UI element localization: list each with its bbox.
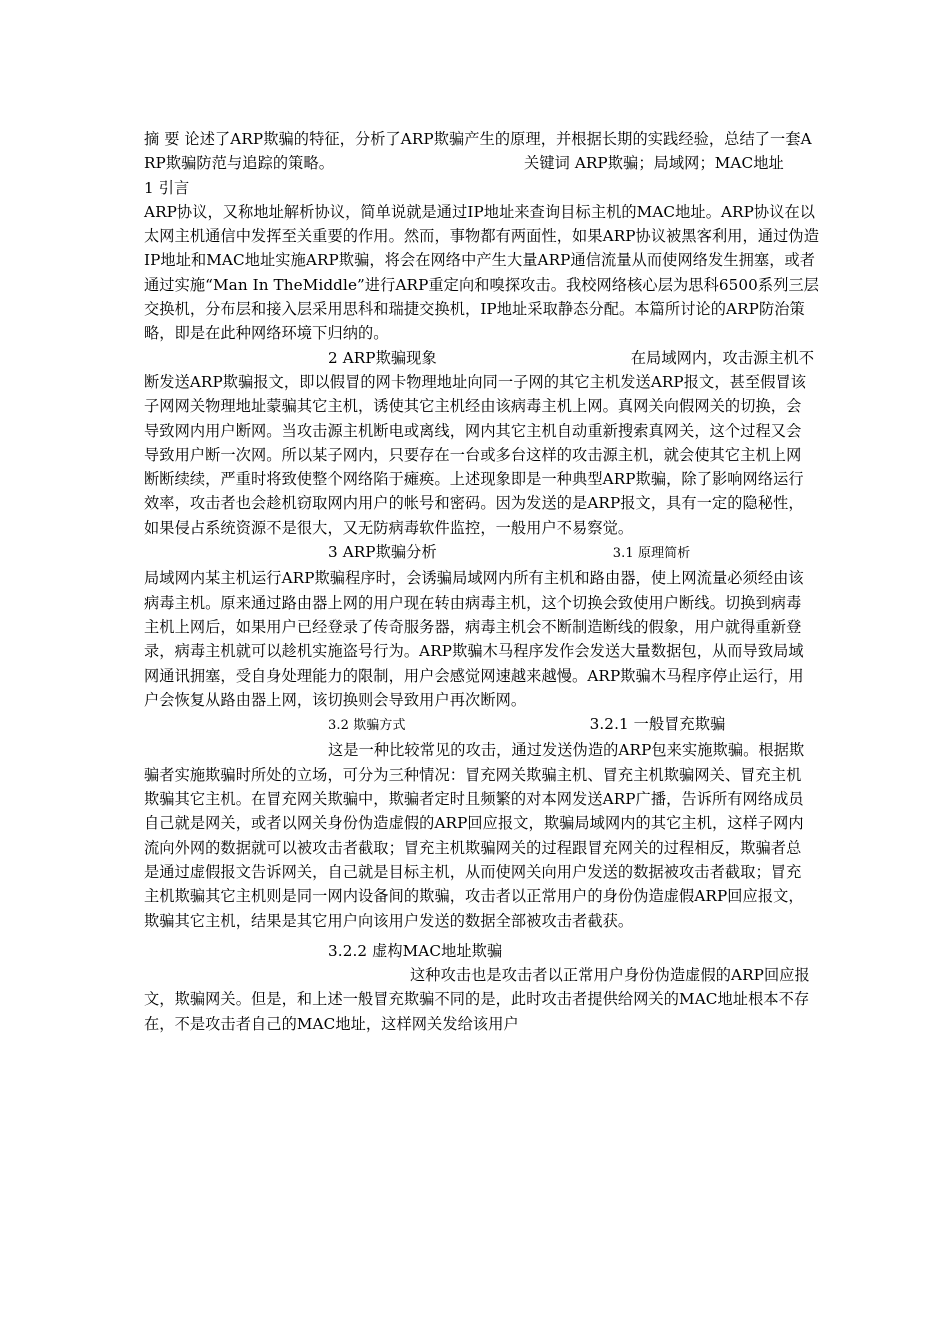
- section-body: [144, 738, 816, 932]
- section-heading-inline: [144, 346, 816, 540]
- subsection-heading-inline: [144, 712, 816, 738]
- subsection-heading-line: [144, 939, 816, 963]
- keywords-text: 关键词 ARP欺骗；局域网；MAC地址: [524, 154, 784, 173]
- section-body: [144, 963, 816, 1036]
- abstract-paragraph: [144, 127, 816, 176]
- section-body-text: 这种攻击也是攻击者以正常用户身份伪造虚假的ARP回应报文，欺骗网关。但是，和上述一般冒充欺骗不同的是，此时攻击者提供给网关的MAC地址根本不存在，不是攻击者自己的MAC地址，这样网关发给该用户: [144, 966, 810, 1033]
- section-body-text: 这是一种比较常见的攻击，通过发送伪造的ARP包来实施欺骗。根据欺骗者实施欺骗时所处的立场，可分为三种情况：冒充网关欺骗主机、冒充主机欺骗网关、冒充主机欺骗其它主机。在冒充网关欺骗中，欺骗者定时且频繁的对本网发送ARP广播，告诉所有网络成员自己就是网关，或者以网关身份伪造虚假的ARP回应报文，欺骗局域网内的其它主机，这样子网内流向外网的数据就可以被攻击者截取；冒充主机欺骗网关的过程跟冒充网关的过程相反，欺骗者总是通过虚假报文告诉网关，自己就是目标主机，从而使网关向用户发送的数据被攻击者截取；冒充主机欺骗其它主机则是同一网内设备间的欺骗，攻击者以正常用户的身份伪造虚假ARP回应报文，欺骗其它主机，结果是其它用户向该用户发送的数据全部被攻击者截获。: [144, 741, 805, 930]
- section-heading: 1 引言: [144, 178, 190, 197]
- abstract-text: 摘 要 论述了ARP欺骗的特征，分析了ARP欺骗产生的原理，并根据长期的实践经验，总结了一套ARP欺骗防范与追踪的策略。: [144, 130, 812, 173]
- section-body: ARP协议，又称地址解析协议，简单说就是通过IP地址来查询目标主机的MAC地址。ARP协议在以太网主机通信中发挥至关重要的作用。然而，事物都有两面性，如果ARP协议被黑客利用，通过伪造IP地址和MAC地址实施ARP欺骗，将会在网络中产生大量ARP通信流量从而使网络发生拥塞，或者通过实施“Man In TheMiddle”进行ARP重定向和嗅探攻击。我校网络核心层为思科6500系列三层交换机，分布层和接入层采用思科和瑞捷交换机，IP地址采取静态分配。本篇所讨论的ARP防治策略，即是在此种网络环境下归纳的。: [144, 202, 820, 343]
- subsection-heading: 3.2.2 虚构MAC地址欺骗: [328, 941, 503, 960]
- section-body: 局域网内某主机运行ARP欺骗程序时，会诱骗局域网内所有主机和路由器，使上网流量必须经由该病毒主机。原来通过路由器上网的用户现在转由病毒主机，这个切换会致使用户断线。切换到病毒主机上网后，如果用户已经登录了传奇服务器，病毒主机会不断制造断线的假象，用户就得重新登录，病毒主机就可以趁机实施盗号行为。ARP欺骗木马程序发作会发送大量数据包，从而导致局域网通讯拥塞，受自身处理能力的限制，用户会感觉网速越来越慢。ARP欺骗木马程序停止运行，用户会恢复从路由器上网，该切换则会导致用户再次断网。: [144, 569, 804, 709]
- subsection-heading: 3.2.1 一般冒充欺骗: [589, 715, 726, 734]
- document-body: [144, 127, 820, 1036]
- section-heading: 3 ARP欺骗分析: [328, 543, 437, 562]
- subsection-heading: 3.1 原理简析: [612, 546, 691, 562]
- section-heading-inline: [144, 540, 816, 566]
- section-body: 在局域网内，攻击源主机不断发送ARP欺骗报文，即以假冒的网卡物理地址向同一子网的其它主机发送ARP报文，甚至假冒该子网网关物理地址蒙骗其它主机，诱使其它主机经由该病毒主机上网。真网关向假网关的切换，会导致网内用户断网。当攻击源主机断电或离线，网内其它主机自动重新搜索真网关，这个过程又会导致用户断一次网。所以某子网内，只要存在一台或多台这样的攻击源主机，就会使其它主机上网断断续续，严重时将致使整个网络陷于瘫痪。上述现象即是一种典型ARP欺骗，除了影响网络运行效率，攻击者也会趁机窃取网内用户的帐号和密码。因为发送的是ARP报文，具有一定的隐秘性，如果侵占系统资源不是很大，又无防病毒软件监控，一般用户不易察觉。: [144, 348, 815, 537]
- subsection-heading: 3.2 欺骗方式: [328, 718, 406, 734]
- section-heading: 2 ARP欺骗现象: [328, 348, 437, 367]
